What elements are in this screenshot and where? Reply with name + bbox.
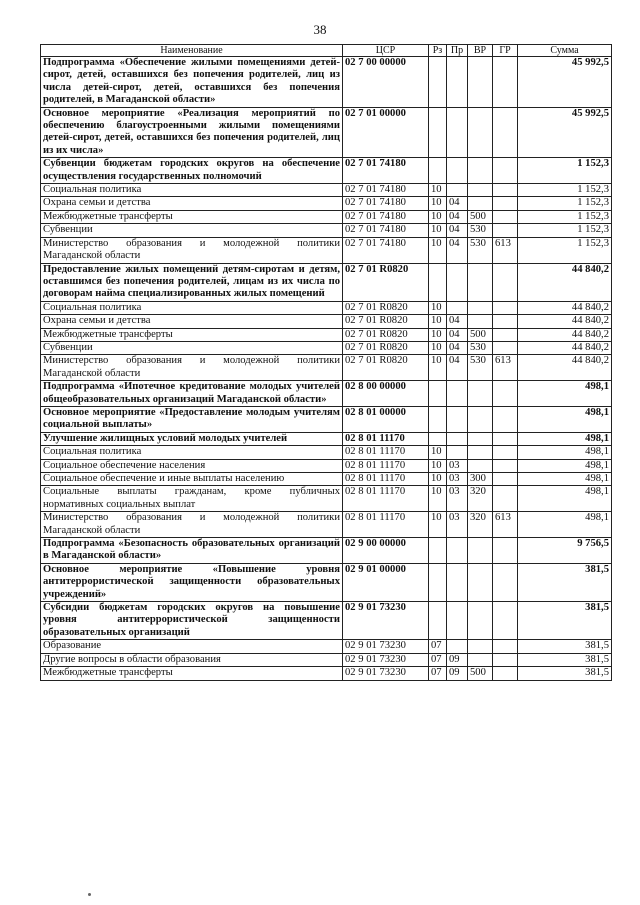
cell-gr bbox=[493, 301, 518, 314]
cell-vr bbox=[468, 563, 493, 601]
cell-pr bbox=[447, 563, 468, 601]
cell-csr: 02 8 00 00000 bbox=[343, 381, 429, 407]
cell-rz: 10 bbox=[429, 486, 447, 512]
cell-rz bbox=[429, 602, 447, 640]
table-row bbox=[41, 512, 612, 538]
header-pr: Пр bbox=[447, 45, 468, 57]
table-header-row bbox=[41, 45, 612, 57]
cell-csr: 02 7 01 00000 bbox=[343, 107, 429, 158]
cell-sum: 381,5 bbox=[518, 667, 612, 680]
cell-sum: 498,1 bbox=[518, 406, 612, 432]
cell-name: Межбюджетные трансферты bbox=[41, 210, 343, 223]
cell-csr: 02 8 01 11170 bbox=[343, 459, 429, 472]
budget-table bbox=[40, 44, 612, 681]
cell-pr bbox=[447, 381, 468, 407]
table-row bbox=[41, 486, 612, 512]
cell-name: Основное мероприятие «Реализация мероприятий по обеспечению благоустроенными жилыми помещениями детей-сирот, детей, оставшихся без попечения родителей, лиц из их числа» bbox=[41, 107, 343, 158]
cell-pr bbox=[447, 602, 468, 640]
cell-sum: 44 840,2 bbox=[518, 355, 612, 381]
cell-gr bbox=[493, 538, 518, 564]
page-number: 38 bbox=[313, 22, 327, 37]
header-gr: ГР bbox=[493, 45, 518, 57]
table-row bbox=[41, 459, 612, 472]
cell-rz bbox=[429, 406, 447, 432]
table-row bbox=[41, 473, 612, 486]
cell-pr bbox=[447, 446, 468, 459]
cell-gr bbox=[493, 653, 518, 666]
table-row bbox=[41, 640, 612, 653]
table-row bbox=[41, 667, 612, 680]
cell-vr: 530 bbox=[468, 224, 493, 237]
cell-pr: 04 bbox=[447, 224, 468, 237]
cell-pr: 04 bbox=[447, 315, 468, 328]
cell-rz: 10 bbox=[429, 328, 447, 341]
cell-gr bbox=[493, 224, 518, 237]
cell-vr: 530 bbox=[468, 355, 493, 381]
cell-rz bbox=[429, 381, 447, 407]
table-row bbox=[41, 563, 612, 601]
cell-name: Улучшение жилищных условий молодых учителей bbox=[41, 432, 343, 445]
cell-vr bbox=[468, 158, 493, 184]
cell-name: Образование bbox=[41, 640, 343, 653]
cell-name: Основное мероприятие «Повышение уровня антитеррористической защищенности образовательных учреждений» bbox=[41, 563, 343, 601]
cell-rz bbox=[429, 57, 447, 108]
table-row bbox=[41, 328, 612, 341]
cell-csr: 02 7 01 74180 bbox=[343, 158, 429, 184]
cell-rz bbox=[429, 538, 447, 564]
table-row bbox=[41, 341, 612, 354]
cell-csr: 02 7 01 74180 bbox=[343, 237, 429, 263]
header-vr: ВР bbox=[468, 45, 493, 57]
cell-sum: 381,5 bbox=[518, 602, 612, 640]
cell-gr bbox=[493, 640, 518, 653]
cell-sum: 1 152,3 bbox=[518, 237, 612, 263]
cell-gr bbox=[493, 406, 518, 432]
table-row bbox=[41, 197, 612, 210]
cell-pr bbox=[447, 107, 468, 158]
cell-name: Подпрограмма «Ипотечное кредитование молодых учителей общеобразовательных организаций Магаданской области» bbox=[41, 381, 343, 407]
cell-vr bbox=[468, 538, 493, 564]
cell-name: Социальная политика bbox=[41, 184, 343, 197]
cell-gr: 613 bbox=[493, 512, 518, 538]
cell-csr: 02 7 01 74180 bbox=[343, 224, 429, 237]
cell-vr bbox=[468, 406, 493, 432]
cell-sum: 45 992,5 bbox=[518, 107, 612, 158]
cell-sum: 498,1 bbox=[518, 381, 612, 407]
cell-rz: 07 bbox=[429, 667, 447, 680]
cell-vr bbox=[468, 381, 493, 407]
cell-gr bbox=[493, 328, 518, 341]
cell-pr: 09 bbox=[447, 667, 468, 680]
cell-gr bbox=[493, 602, 518, 640]
cell-sum: 45 992,5 bbox=[518, 57, 612, 108]
cell-sum: 1 152,3 bbox=[518, 224, 612, 237]
cell-vr: 530 bbox=[468, 341, 493, 354]
cell-gr bbox=[493, 381, 518, 407]
cell-sum: 44 840,2 bbox=[518, 301, 612, 314]
cell-rz bbox=[429, 432, 447, 445]
cell-name: Подпрограмма «Обеспечение жилыми помещениями детей-сирот, детей, оставшихся без попечения родителей, лиц из числа детей-сирот, детей, оставшихся без попечения родителей, в Магаданской области» bbox=[41, 57, 343, 108]
table-row bbox=[41, 158, 612, 184]
table-row bbox=[41, 355, 612, 381]
table-row bbox=[41, 301, 612, 314]
cell-rz: 10 bbox=[429, 197, 447, 210]
cell-name: Межбюджетные трансферты bbox=[41, 328, 343, 341]
scan-dot bbox=[88, 893, 91, 896]
cell-vr bbox=[468, 315, 493, 328]
cell-csr: 02 7 00 00000 bbox=[343, 57, 429, 108]
cell-pr bbox=[447, 158, 468, 184]
cell-rz bbox=[429, 563, 447, 601]
table-row bbox=[41, 381, 612, 407]
cell-sum: 498,1 bbox=[518, 473, 612, 486]
cell-vr: 300 bbox=[468, 473, 493, 486]
cell-vr bbox=[468, 432, 493, 445]
cell-pr: 04 bbox=[447, 328, 468, 341]
header-csr: ЦСР bbox=[343, 45, 429, 57]
cell-csr: 02 8 01 11170 bbox=[343, 486, 429, 512]
cell-sum: 498,1 bbox=[518, 432, 612, 445]
table-row bbox=[41, 315, 612, 328]
cell-csr: 02 7 01 R0820 bbox=[343, 355, 429, 381]
cell-gr bbox=[493, 486, 518, 512]
cell-vr bbox=[468, 263, 493, 301]
cell-name: Субвенции bbox=[41, 224, 343, 237]
cell-vr: 500 bbox=[468, 210, 493, 223]
table-row bbox=[41, 57, 612, 108]
cell-rz: 10 bbox=[429, 301, 447, 314]
cell-vr: 500 bbox=[468, 328, 493, 341]
cell-rz: 10 bbox=[429, 184, 447, 197]
cell-pr: 04 bbox=[447, 237, 468, 263]
cell-gr: 613 bbox=[493, 237, 518, 263]
cell-name: Подпрограмма «Безопасность образовательных организаций в Магаданской области» bbox=[41, 538, 343, 564]
cell-sum: 1 152,3 bbox=[518, 210, 612, 223]
cell-gr bbox=[493, 459, 518, 472]
cell-sum: 381,5 bbox=[518, 563, 612, 601]
cell-csr: 02 7 01 74180 bbox=[343, 184, 429, 197]
cell-name: Социальная политика bbox=[41, 301, 343, 314]
cell-rz bbox=[429, 263, 447, 301]
cell-rz: 10 bbox=[429, 224, 447, 237]
cell-sum: 1 152,3 bbox=[518, 197, 612, 210]
header-name: Наименование bbox=[41, 45, 343, 57]
cell-csr: 02 9 01 73230 bbox=[343, 667, 429, 680]
cell-name: Министерство образования и молодежной политики Магаданской области bbox=[41, 355, 343, 381]
cell-csr: 02 7 01 R0820 bbox=[343, 328, 429, 341]
cell-pr bbox=[447, 640, 468, 653]
cell-name: Другие вопросы в области образования bbox=[41, 653, 343, 666]
cell-name: Министерство образования и молодежной политики Магаданской области bbox=[41, 237, 343, 263]
cell-csr: 02 8 01 11170 bbox=[343, 473, 429, 486]
cell-csr: 02 9 00 00000 bbox=[343, 538, 429, 564]
cell-sum: 498,1 bbox=[518, 446, 612, 459]
cell-gr bbox=[493, 432, 518, 445]
cell-rz: 10 bbox=[429, 446, 447, 459]
cell-sum: 44 840,2 bbox=[518, 341, 612, 354]
cell-csr: 02 9 01 73230 bbox=[343, 602, 429, 640]
cell-csr: 02 9 01 00000 bbox=[343, 563, 429, 601]
cell-name: Социальная политика bbox=[41, 446, 343, 459]
cell-pr bbox=[447, 263, 468, 301]
cell-vr: 320 bbox=[468, 486, 493, 512]
cell-name: Субвенции bbox=[41, 341, 343, 354]
cell-pr: 03 bbox=[447, 459, 468, 472]
cell-name: Социальные выплаты гражданам, кроме публичных нормативных социальных выплат bbox=[41, 486, 343, 512]
table-row bbox=[41, 184, 612, 197]
cell-gr bbox=[493, 315, 518, 328]
cell-sum: 1 152,3 bbox=[518, 158, 612, 184]
cell-pr: 04 bbox=[447, 210, 468, 223]
cell-vr: 530 bbox=[468, 237, 493, 263]
cell-gr bbox=[493, 197, 518, 210]
table-row bbox=[41, 432, 612, 445]
cell-gr bbox=[493, 184, 518, 197]
cell-gr bbox=[493, 341, 518, 354]
table-body bbox=[41, 57, 612, 681]
cell-csr: 02 8 01 11170 bbox=[343, 432, 429, 445]
table-row bbox=[41, 210, 612, 223]
cell-sum: 9 756,5 bbox=[518, 538, 612, 564]
cell-sum: 1 152,3 bbox=[518, 184, 612, 197]
cell-vr bbox=[468, 301, 493, 314]
cell-rz: 07 bbox=[429, 640, 447, 653]
cell-rz: 10 bbox=[429, 459, 447, 472]
cell-pr: 04 bbox=[447, 197, 468, 210]
cell-vr: 500 bbox=[468, 667, 493, 680]
cell-vr bbox=[468, 602, 493, 640]
cell-name: Министерство образования и молодежной политики Магаданской области bbox=[41, 512, 343, 538]
table-row bbox=[41, 107, 612, 158]
cell-csr: 02 7 01 R0820 bbox=[343, 315, 429, 328]
cell-csr: 02 7 01 R0820 bbox=[343, 263, 429, 301]
table-row bbox=[41, 653, 612, 666]
cell-sum: 381,5 bbox=[518, 640, 612, 653]
cell-sum: 498,1 bbox=[518, 512, 612, 538]
cell-gr bbox=[493, 210, 518, 223]
cell-name: Социальное обеспечение населения bbox=[41, 459, 343, 472]
cell-gr bbox=[493, 473, 518, 486]
cell-csr: 02 7 01 R0820 bbox=[343, 341, 429, 354]
cell-sum: 44 840,2 bbox=[518, 315, 612, 328]
cell-rz: 10 bbox=[429, 315, 447, 328]
cell-pr bbox=[447, 432, 468, 445]
cell-rz: 07 bbox=[429, 653, 447, 666]
cell-csr: 02 7 01 R0820 bbox=[343, 301, 429, 314]
cell-rz: 10 bbox=[429, 355, 447, 381]
cell-gr bbox=[493, 667, 518, 680]
cell-gr bbox=[493, 107, 518, 158]
table-row bbox=[41, 224, 612, 237]
cell-pr bbox=[447, 57, 468, 108]
cell-pr: 09 bbox=[447, 653, 468, 666]
table-row bbox=[41, 237, 612, 263]
cell-name: Охрана семьи и детства bbox=[41, 315, 343, 328]
cell-pr: 04 bbox=[447, 341, 468, 354]
cell-pr: 03 bbox=[447, 473, 468, 486]
cell-vr: 320 bbox=[468, 512, 493, 538]
cell-name: Предоставление жилых помещений детям-сиротам и детям, оставшимся без попечения родителей, лицам из их числа по договорам найма специализированных жилых помещений bbox=[41, 263, 343, 301]
cell-gr bbox=[493, 563, 518, 601]
table-row bbox=[41, 263, 612, 301]
cell-name: Охрана семьи и детства bbox=[41, 197, 343, 210]
header-rz: Рз bbox=[429, 45, 447, 57]
cell-csr: 02 9 01 73230 bbox=[343, 640, 429, 653]
cell-csr: 02 8 01 00000 bbox=[343, 406, 429, 432]
cell-name: Субвенции бюджетам городских округов на обеспечение осуществления государственных полномочий bbox=[41, 158, 343, 184]
cell-rz: 10 bbox=[429, 341, 447, 354]
cell-csr: 02 7 01 74180 bbox=[343, 210, 429, 223]
cell-rz: 10 bbox=[429, 210, 447, 223]
cell-vr bbox=[468, 57, 493, 108]
cell-csr: 02 8 01 11170 bbox=[343, 512, 429, 538]
cell-gr: 613 bbox=[493, 355, 518, 381]
cell-rz: 10 bbox=[429, 237, 447, 263]
cell-pr: 04 bbox=[447, 355, 468, 381]
cell-vr bbox=[468, 107, 493, 158]
cell-sum: 498,1 bbox=[518, 459, 612, 472]
cell-vr bbox=[468, 640, 493, 653]
cell-sum: 44 840,2 bbox=[518, 328, 612, 341]
table-row bbox=[41, 406, 612, 432]
cell-sum: 44 840,2 bbox=[518, 263, 612, 301]
cell-name: Социальное обеспечение и иные выплаты населению bbox=[41, 473, 343, 486]
cell-sum: 381,5 bbox=[518, 653, 612, 666]
cell-pr: 03 bbox=[447, 486, 468, 512]
cell-csr: 02 8 01 11170 bbox=[343, 446, 429, 459]
cell-gr bbox=[493, 57, 518, 108]
cell-pr bbox=[447, 406, 468, 432]
cell-name: Субсидии бюджетам городских округов на повышение уровня антитеррористической защищенности образовательных организаций bbox=[41, 602, 343, 640]
cell-pr: 03 bbox=[447, 512, 468, 538]
table-row bbox=[41, 538, 612, 564]
cell-vr bbox=[468, 197, 493, 210]
cell-vr bbox=[468, 446, 493, 459]
cell-rz: 10 bbox=[429, 473, 447, 486]
cell-gr bbox=[493, 446, 518, 459]
cell-csr: 02 7 01 74180 bbox=[343, 197, 429, 210]
header-sum: Сумма bbox=[518, 45, 612, 57]
cell-rz: 10 bbox=[429, 512, 447, 538]
cell-name: Основное мероприятие «Предоставление молодым учителям социальной выплаты» bbox=[41, 406, 343, 432]
cell-vr bbox=[468, 184, 493, 197]
cell-rz bbox=[429, 107, 447, 158]
cell-pr bbox=[447, 301, 468, 314]
table-row bbox=[41, 446, 612, 459]
cell-sum: 498,1 bbox=[518, 486, 612, 512]
cell-gr bbox=[493, 158, 518, 184]
cell-rz bbox=[429, 158, 447, 184]
cell-pr bbox=[447, 184, 468, 197]
cell-pr bbox=[447, 538, 468, 564]
table-row bbox=[41, 602, 612, 640]
cell-csr: 02 9 01 73230 bbox=[343, 653, 429, 666]
cell-gr bbox=[493, 263, 518, 301]
cell-vr bbox=[468, 653, 493, 666]
cell-name: Межбюджетные трансферты bbox=[41, 667, 343, 680]
cell-vr bbox=[468, 459, 493, 472]
